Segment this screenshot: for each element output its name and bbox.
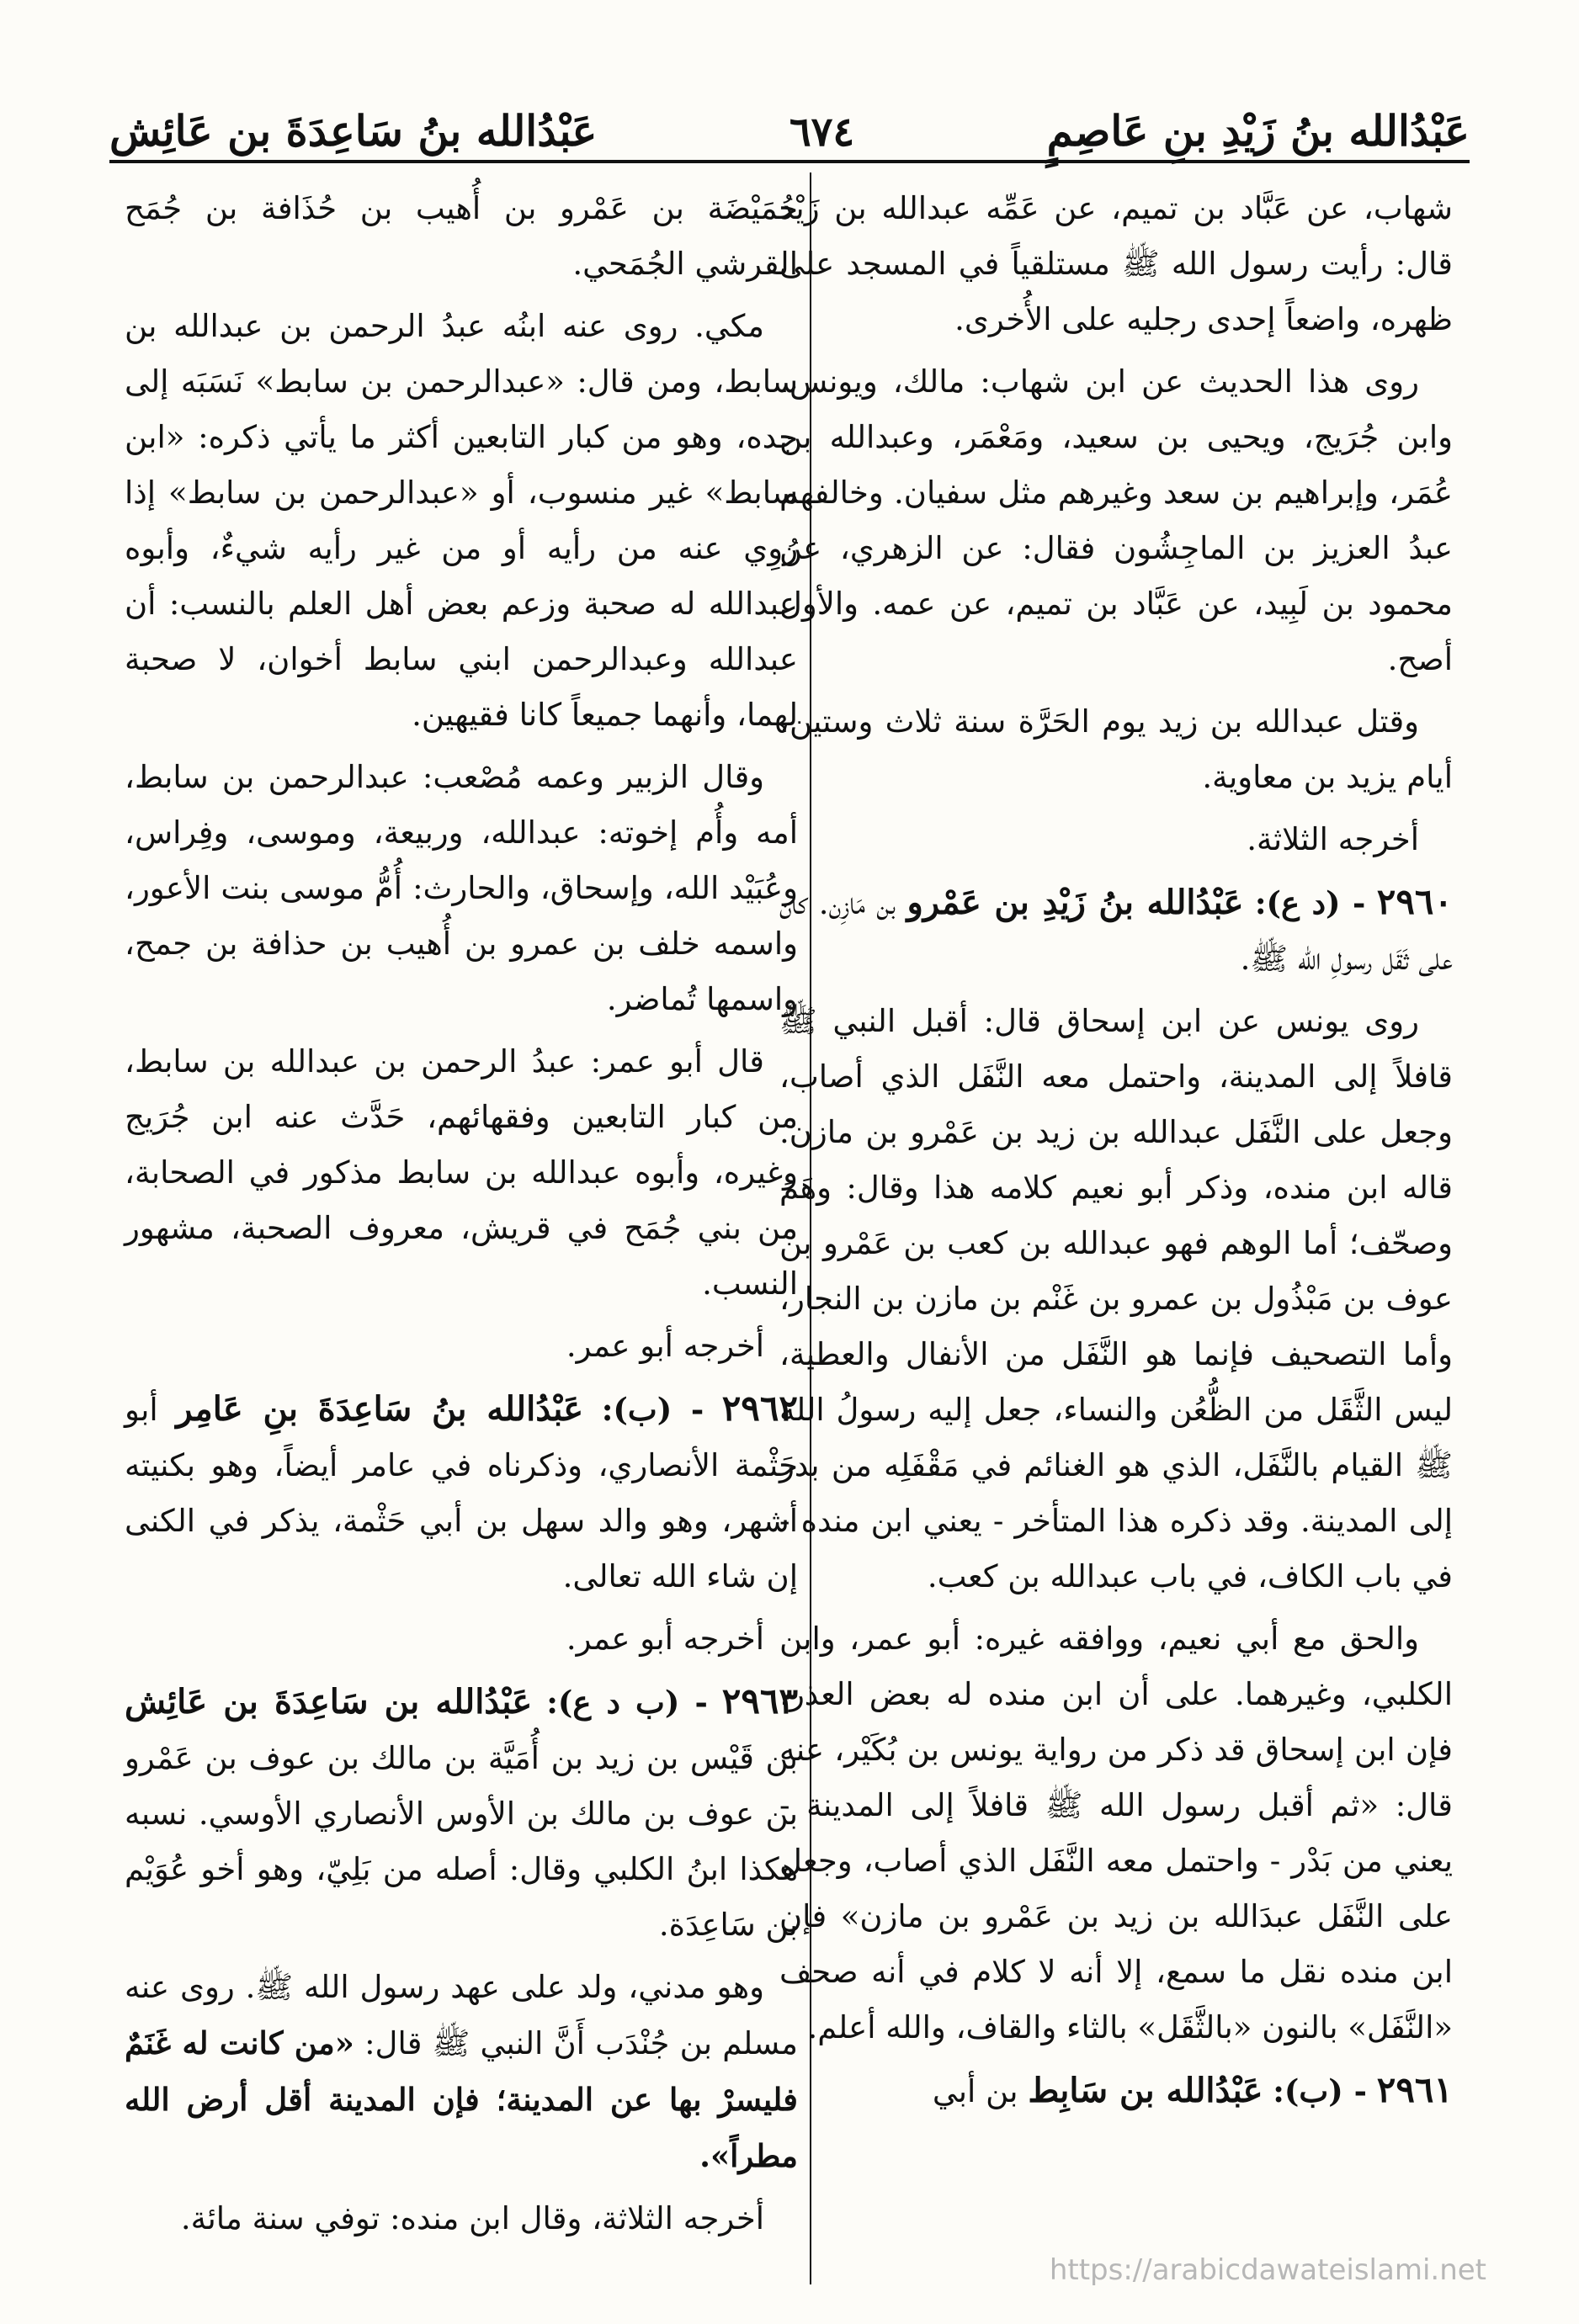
entry-name: عَبْدُالله بنُ سَاعِدَةَ بنِ عَامِر xyxy=(176,1389,584,1429)
paragraph: قال أبو عمر: عبدُ الرحمن بن عبدالله بن سابط، من كبار التابعين وفقهائهم، حَدَّث عنه ابن جُرَيج وغيره، وأبوه عبدالله بن سابط مذكور في الصحابة، من بني جُمَح في قريش، معروف الصحبة، مشهور النسب. xyxy=(125,1043,798,1302)
entry-source-code: - (د ع): xyxy=(1254,884,1366,921)
entry-2963 xyxy=(125,1674,798,1953)
entry-text: بن أبي xyxy=(932,2073,1018,2109)
running-title-right: عَبْدُالله بنُ زَيْدِ بنِ عَاصِمٍ xyxy=(1046,106,1470,156)
entry-name: عَبْدُالله بنُ زَيْدِ بن عَمْرو xyxy=(906,883,1244,922)
paragraph-text: وهو مدني، ولد على عهد رسول الله ﷺ. روى عنه مسلم بن جُنْدَب أَنَّ النبي ﷺ قال: xyxy=(125,1969,798,2061)
page-number: ٦٧٤ xyxy=(789,109,855,156)
paragraph: أخرجه أبو عمر. xyxy=(566,1621,764,1657)
paragraph: أخرجه الثلاثة، وقال ابن منده: توفي سنة مائة. xyxy=(180,2200,764,2236)
hadith-quote: «من كانت له غَنَمٌ فليسرْ بها عن المدينة؛ فإن المدينة أقل أرض الله مطراً». xyxy=(125,2024,798,2174)
entry-number: ٢٩٦٢ xyxy=(721,1388,798,1429)
paragraph: روى هذا الحديث عن ابن شهاب: مالك، ويونس، وابن جُرَيج، ويحيى بن سعيد، ومَعْمَر، وعبدالله بن عُمَر، وإبراهيم بن سعد وغيرهم مثل سفيان. وخالفهم عبدُ العزيز بن الماجِشُون فقال: عن الزهري، عن محمود بن لَبِيد، عن عَبَّاد بن تميم، عن عمه. والأول أصح. xyxy=(779,363,1453,677)
paragraph: أخرجه أبو عمر. xyxy=(566,1328,764,1364)
page-header xyxy=(109,80,1470,156)
left-column xyxy=(125,181,798,2253)
entry-number: ٢٩٦٠ xyxy=(1376,881,1454,922)
paragraph: وقتل عبدالله بن زيد يوم الحَرَّة سنة ثلاث وستين، أيام يزيد بن معاوية. xyxy=(779,703,1453,795)
entry-text: بن قَيْس بن زيد بن أُمَيَّة بن مالك بن عوف بن عَمْرو بن عوف بن مالك بن الأوس الأنصاري الأوسي. نسبه هكذا ابنُ الكلبي وقال: أصله من بَلِيّ، وهو أخو عُوَيْم بن سَاعِدَة. xyxy=(125,1740,798,1943)
entry-text: أبو حَثْمة الأنصاري، وذكرناه في عامر أيضاً، وهو بكنيته أشهر، وهو والد سهل بن أبي حَثْمة، يذكر في الكنى إن شاء الله تعالى. xyxy=(125,1392,798,1594)
right-column xyxy=(779,181,1453,2126)
entry-2962 xyxy=(125,1381,798,1605)
header-rule xyxy=(109,160,1470,163)
entry-number: ٢٩٦٣ xyxy=(721,1680,799,1722)
paragraph xyxy=(125,1960,798,2184)
paragraph: والحق مع أبي نعيم، ووافقه غيره: أبو عمر، وابن الكلبي، وغيرهما. على أن ابن منده له بعض العذر، فإن ابن إسحاق قد ذكر من رواية يونس بن بُكَيْر، عنه قال: «ثم أقبل رسول الله ﷺ قافلاً إلى المدينة - يعني من بَدْر - واحتمل معه النَّفَل الذي أصاب، وجعل على النَّفَل عبدَالله بن زيد بن عَمْرو بن مازن» فإن ابن منده نقل ما سمع، إلا أنه لا كلام في أنه صحف «النَّفَل» بالنون «بالثَّقَل» بالثاء والقاف، والله أعلم. xyxy=(779,1621,1453,2045)
entry-2961 xyxy=(779,2062,1453,2120)
entry-source-code: - (ب د ع): xyxy=(546,1684,708,1721)
paragraph: أخرجه الثلاثة. xyxy=(1247,821,1419,857)
entry-source-code: - (ب): xyxy=(601,1391,704,1428)
entry-number: ٢٩٦١ xyxy=(1376,2069,1453,2110)
paragraph: وقال الزبير وعمه مُصْعب: عبدالرحمن بن سابط، أمه وأُم إخوته: عبدالله، وربيعة، وموسى، وفِراس، وعُبَيْد الله، وإسحاق، والحارث: أُمُّ موسى بنت الأعور، واسمه خلف بن عمرو بن أُهيب بن حذافة بن جمح، واسمها تُماضر. xyxy=(125,759,798,1017)
entry-name: عَبْدُالله بن سَاعِدَةَ بن عَائِش xyxy=(125,1682,533,1722)
entry-name: عَبْدُالله بن سَابِط xyxy=(1028,2071,1263,2110)
watermark-url: https://arabicdawateislami.net xyxy=(1049,2253,1486,2287)
entry-source-code: - (ب): xyxy=(1273,2072,1367,2109)
entry-text: بن مَازِن. كان على ثَقَل رسولِ الله ﷺ. xyxy=(779,885,1453,977)
running-title-left: عَبْدُالله بنُ سَاعِدَةَ بن عَائِش xyxy=(109,106,598,156)
paragraph: حُمَيْضَة بن عَمْرو بن أُهيب بن حُذَافة بن جُمَح القرشي الجُمَحي. xyxy=(125,190,798,282)
paragraph: مكي. روى عنه ابنُه عبدُ الرحمن بن عبدالله بن سابط، ومن قال: «عبدالرحمن بن سابط» نَسَبَه إلى جده، وهو من كبار التابعين أكثر ما يأتي ذكره: «ابن سابط» غير منسوب، أو «عبدالرحمن بن سابط» إذا رُوِي عنه من رأيه أو من غير رأيه شيءٌ، وأبوه عبدالله له صحبة وزعم بعض أهل العلم بالنسب: أن عبدالله وعبدالرحمن ابني سابط أخوان، لا صحبة لهما، وأنهما جميعاً كانا فقيهين. xyxy=(125,308,798,733)
paragraph: روى يونس عن ابن إسحاق قال: أقبل النبي ﷺ قافلاً إلى المدينة، واحتمل معه النَّفَل الذي أصاب، وجعل على النَّفَل عبدالله بن زيد بن عَمْرو بن مازن. قاله ابن منده، وذكر أبو نعيم كلامه هذا وقال: وهَمَ وصحّف؛ أما الوهم فهو عبدالله بن كعب بن عَمْرو بن عوف بن مَبْذُول بن عمرو بن غَنْم بن مازن بن النجار، وأما التصحيف فإنما هو النَّفَل من الأنفال والعطية، ليس الثَّقَل من الظُّعُن والنساء، جعل إليه رسولُ الله ﷺ القيام بالنَّفَل، الذي هو الغنائم في مَقْفَلِه من بدر إلى المدينة. وقد ذكره هذا المتأخر - يعني ابن منده - في باب الكاف، في باب عبدالله بن كعب. xyxy=(779,1003,1453,1594)
entry-2960 xyxy=(779,874,1453,987)
paragraph: شهاب، عن عَبَّاد بن تميم، عن عَمِّه عبدالله بن زَيْد قال: رأيت رسول الله ﷺ مستلقياً في المسجد على ظهره، واضعاً إحدى رجليه على الأُخرى. xyxy=(779,190,1453,337)
